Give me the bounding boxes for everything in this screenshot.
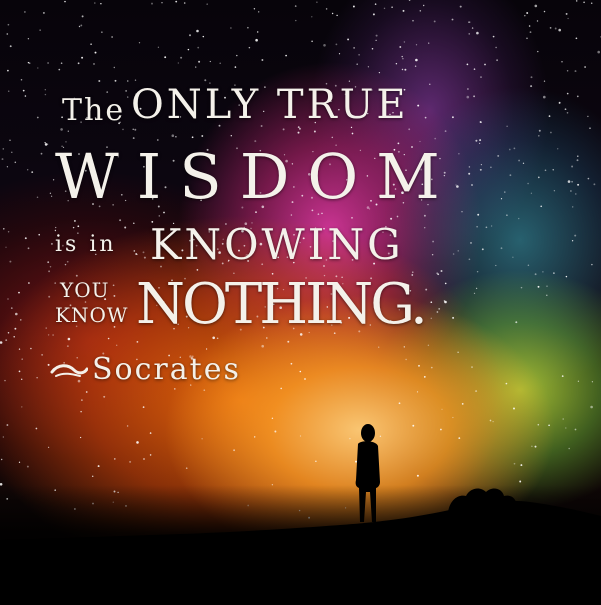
quote-knowing: KNOWING — [150, 220, 404, 269]
quote-know: KNOW — [55, 303, 129, 327]
quote-author: Socrates — [92, 352, 241, 387]
quote-nothing: NOTHING. — [136, 272, 425, 337]
quote-word-the: The — [62, 93, 126, 128]
quote-wisdom: WISDOM — [55, 140, 458, 213]
quote-is-in: is in — [55, 232, 117, 257]
quote-you: YOU — [60, 278, 110, 302]
flourish-dash-icon — [50, 360, 88, 382]
quote-only-true: ONLY TRUE — [131, 82, 409, 128]
